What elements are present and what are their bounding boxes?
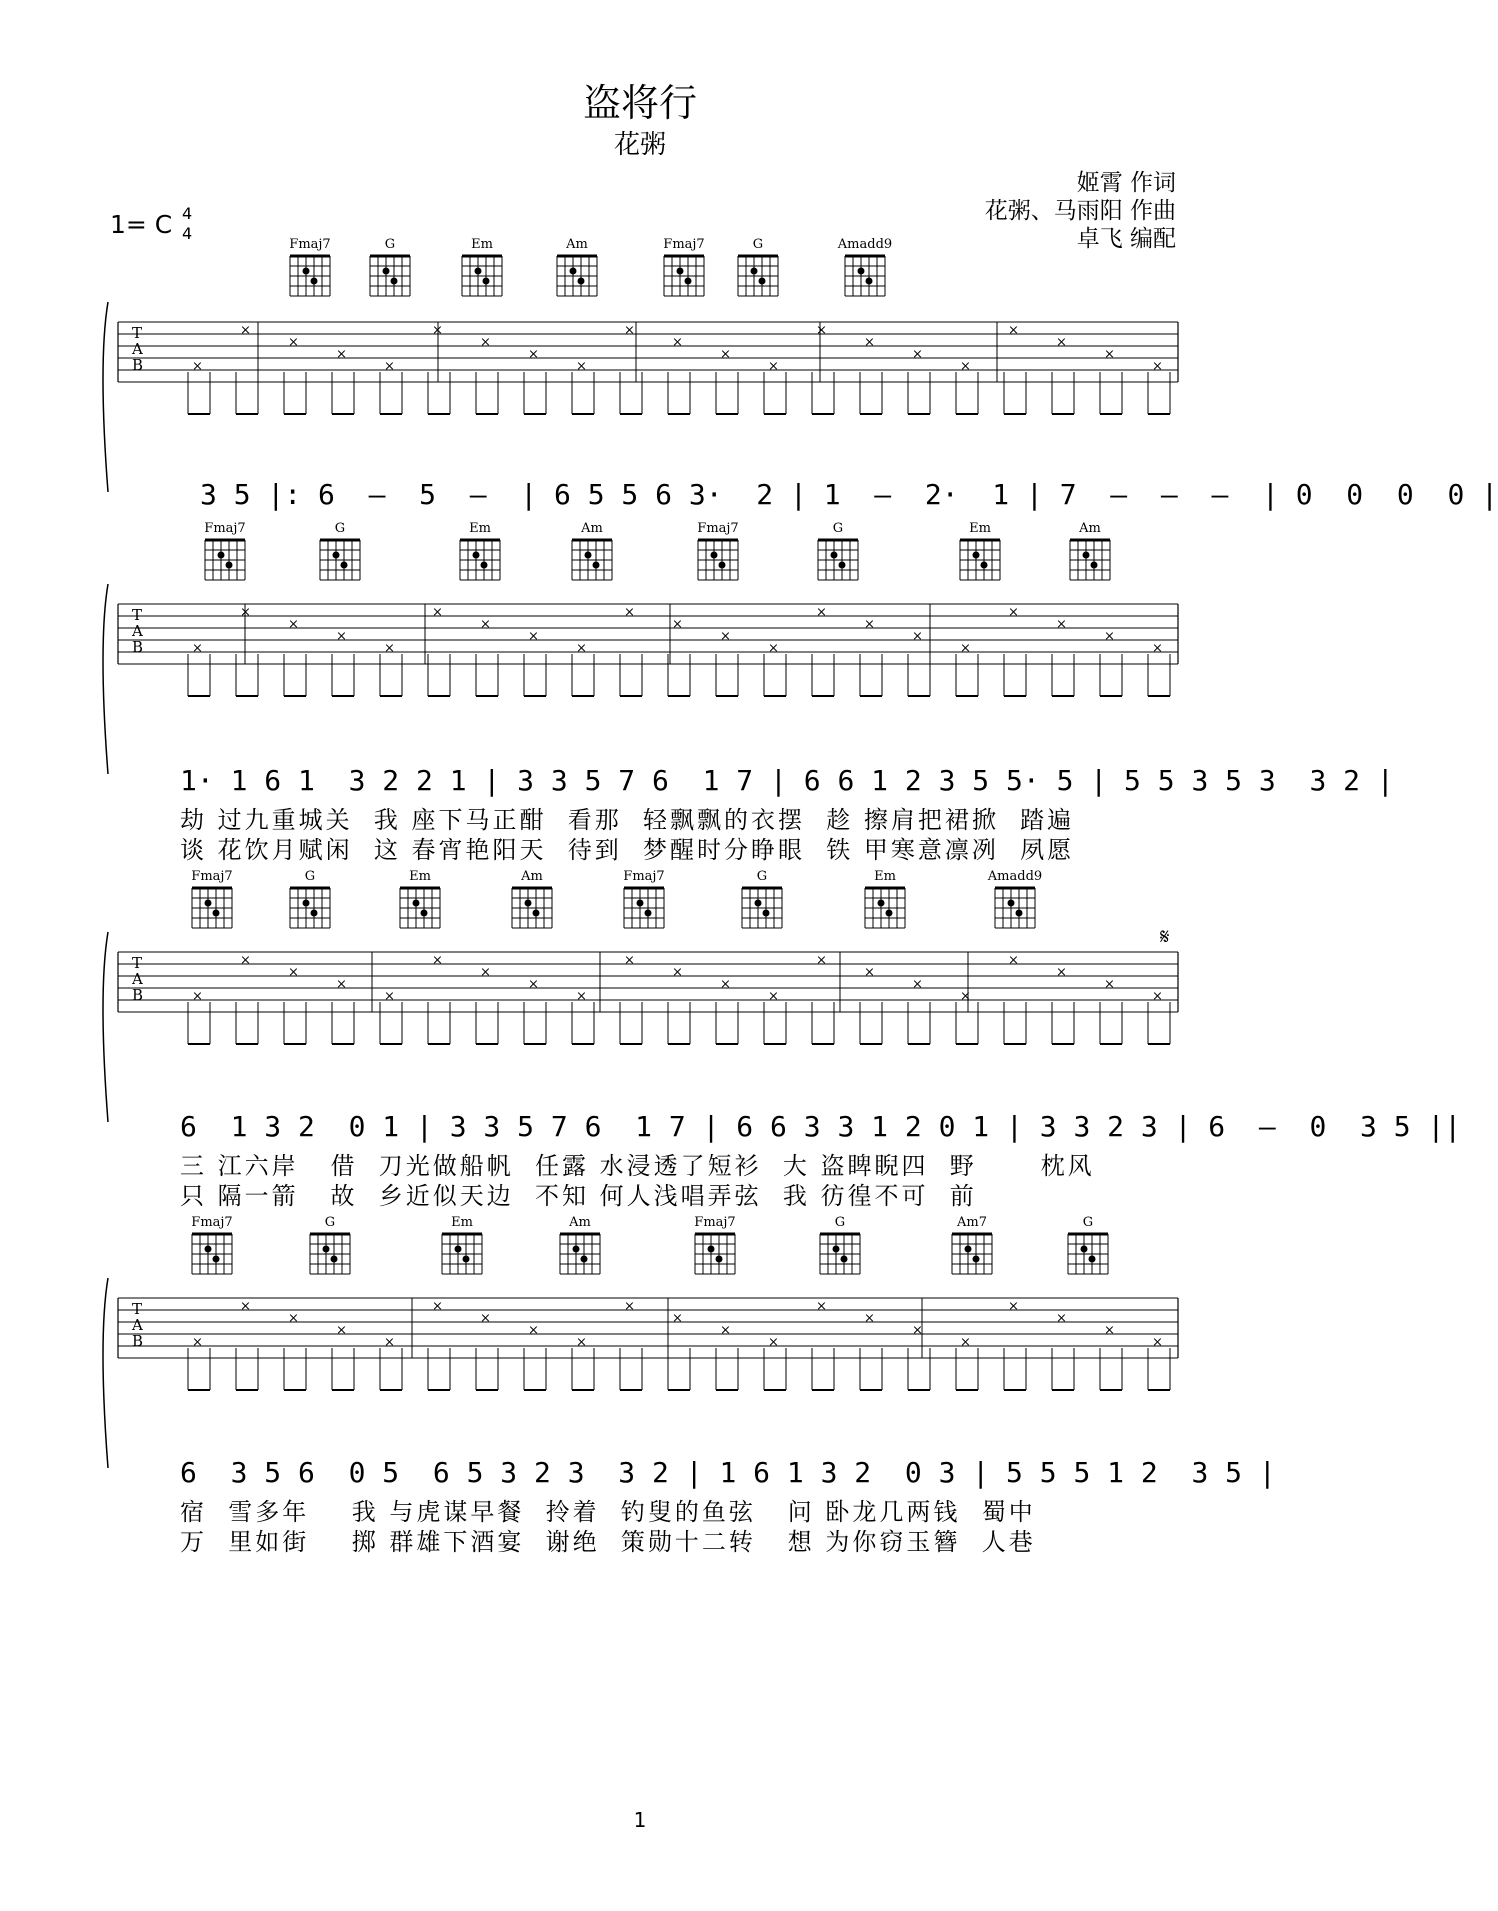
chord-name: Am7 [957,1215,987,1230]
tab-fret-x: × [1008,953,1019,968]
chord-finger-dot [581,1256,588,1263]
chord-finger-dot [719,562,726,569]
tab-fret-x: × [912,347,923,362]
chord-finger-dot [831,552,838,559]
chord-name: Amadd9 [987,869,1043,884]
chord-name: Fmaj7 [623,869,665,884]
chord-finger-dot [455,1246,462,1253]
tab-fret-x: × [1152,641,1163,656]
tab-fret-x: × [960,359,971,374]
tab-fret-x: × [1104,977,1115,992]
chord-finger-dot [341,562,348,569]
key-label: 1= C [110,210,173,239]
tab-fret-x: × [288,965,299,980]
chord-finger-dot [763,910,770,917]
tab-fret-x: × [336,629,347,644]
tab-fret-x: × [480,1311,491,1326]
tab-fret-x: × [816,1299,827,1314]
system-brace [103,1278,108,1468]
tab-clef-letter: A [132,340,143,358]
tab-fret-x: × [912,629,923,644]
tab-fret-x: × [336,1323,347,1338]
tab-fret-x: × [1104,347,1115,362]
tab-fret-x: × [960,641,971,656]
jianpu-line-4: 6 3 5 6 0 5 6 5 3 2 3 3 2 | 1 6 1 3 2 0 3 | 5 5 5 1 2 3 5 | [180,1456,1276,1489]
lyrics-line-3a: 三 江六岸 借 刀光做船帆 任露 水浸透了短衫 大 盗睥睨四 野 枕风 [180,1152,1095,1180]
tab-fret-x: × [480,965,491,980]
tab-fret-x: × [768,1335,779,1350]
chord-finger-dot [1016,910,1023,917]
chord-finger-dot [708,1246,715,1253]
chord-finger-dot [1091,562,1098,569]
tab-fret-x: × [816,323,827,338]
tab-fret-x: × [672,965,683,980]
chord-finger-dot [677,268,684,275]
chord-name: Am [1079,521,1101,536]
tab-clef-letter: B [132,986,144,1004]
chord-name: Fmaj7 [697,521,739,536]
chord-finger-dot [585,552,592,559]
tab-fret-x: × [624,1299,635,1314]
tab-fret-x: × [528,347,539,362]
tab-fret-x: × [192,359,203,374]
tab-clef-letter: B [132,356,144,374]
tab-fret-x: × [240,953,251,968]
tab-fret-x: × [192,1335,203,1350]
tab-fret-x: × [1152,1335,1163,1350]
tab-fret-x: × [1152,359,1163,374]
tab-clef-letter: A [132,1316,143,1334]
chord-finger-dot [218,552,225,559]
chord-finger-dot [573,1246,580,1253]
chord-name: G [832,521,844,536]
chord-finger-dot [481,562,488,569]
chord-finger-dot [645,910,652,917]
tab-clef-letter: B [132,638,144,656]
chord-name: G [834,1215,846,1230]
tab-fret-x: × [864,335,875,350]
tab-fret-x: × [384,641,395,656]
tab-fret-x: × [672,335,683,350]
tab-clef-letter: T [132,1300,143,1318]
tab-clef-letter: A [132,622,143,640]
tab-fret-x: × [960,1335,971,1350]
chord-finger-dot [833,1246,840,1253]
tab-fret-x: × [480,335,491,350]
chord-finger-dot [981,562,988,569]
tab-fret-x: × [240,1299,251,1314]
chord-name: Em [471,237,493,252]
chord-finger-dot [886,910,893,917]
chord-finger-dot [841,1256,848,1263]
chord-finger-dot [751,268,758,275]
chord-finger-dot [303,268,310,275]
tab-fret-x: × [816,953,827,968]
tab-fret-x: × [720,347,731,362]
tab-clef-letter: A [132,970,143,988]
chord-finger-dot [463,1256,470,1263]
chord-name: Amadd9 [837,237,893,252]
chord-finger-dot [858,268,865,275]
chord-finger-dot [226,562,233,569]
tab-fret-x: × [240,605,251,620]
chord-finger-dot [973,552,980,559]
tab-fret-x: × [576,1335,587,1350]
chord-finger-dot [1089,1256,1096,1263]
song-title: 盗将行 [582,81,697,125]
tab-fret-x: × [1056,335,1067,350]
tab-fret-x: × [576,641,587,656]
tab-fret-x: × [624,953,635,968]
chord-finger-dot [570,268,577,275]
time-signature-bottom: 4 [182,224,193,243]
chord-name: G [384,237,396,252]
chord-finger-dot [973,1256,980,1263]
tab-fret-x: × [864,965,875,980]
chord-name: Am [566,237,588,252]
chord-finger-dot [878,900,885,907]
tab-fret-x: × [1056,617,1067,632]
system-brace [103,302,108,492]
tab-fret-x: × [432,323,443,338]
jianpu-line-1: 3 5 |: 6 – 5 – | 6 5 5 6 3· 2 | 1 – 2· 1 | 7 – – – | 0 0 0 0 | [200,478,1498,511]
tab-fret-x: × [1056,1311,1067,1326]
tab-fret-x: × [1104,1323,1115,1338]
chord-finger-dot [333,552,340,559]
chord-finger-dot [213,910,220,917]
tab-fret-x: × [528,1323,539,1338]
chord-name: Fmaj7 [289,237,331,252]
tab-fret-x: × [624,605,635,620]
chord-finger-dot [1008,900,1015,907]
chord-finger-dot [391,278,398,285]
time-signature-top: 4 [182,204,193,223]
chord-name: G [304,869,316,884]
tab-fret-x: × [768,359,779,374]
lyrics-line-4a: 宿 雪多年 我 与虎谋早餐 拎着 钓叟的鱼弦 问 卧龙几两钱 蜀中 [180,1498,1036,1526]
chord-finger-dot [578,278,585,285]
chord-finger-dot [533,910,540,917]
tab-clef-letter: T [132,324,143,342]
tab-fret-x: × [624,323,635,338]
chord-name: Fmaj7 [191,869,233,884]
chord-finger-dot [331,1256,338,1263]
tab-fret-x: × [912,977,923,992]
chord-finger-dot [716,1256,723,1263]
tab-fret-x: × [240,323,251,338]
chord-finger-dot [213,1256,220,1263]
tab-fret-x: × [384,1335,395,1350]
tab-fret-x: × [576,359,587,374]
chord-finger-dot [311,910,318,917]
chord-finger-dot [475,268,482,275]
tab-fret-x: × [864,1311,875,1326]
chord-name: Em [451,1215,473,1230]
tab-fret-x: × [864,617,875,632]
chord-finger-dot [685,278,692,285]
tab-fret-x: × [672,617,683,632]
tab-clef-letter: B [132,1332,144,1350]
chord-finger-dot [866,278,873,285]
tab-fret-x: × [672,1311,683,1326]
chord-finger-dot [759,278,766,285]
tab-fret-x: × [384,989,395,1004]
jianpu-line-3: 6 1 3 2 0 1 | 3 3 5 7 6 1 7 | 6 6 3 3 1 2 0 1 | 3 3 2 3 | 6 – 0 3 5 || [180,1110,1462,1143]
artist-name: 花粥 [613,130,666,160]
chord-name: Am [581,521,603,536]
arranger-credit: 卓飞 编配 [1076,226,1176,252]
chord-finger-dot [311,278,318,285]
chord-name: G [324,1215,336,1230]
chord-finger-dot [473,552,480,559]
chord-finger-dot [755,900,762,907]
tab-fret-x: × [1008,1299,1019,1314]
tab-fret-x: × [912,1323,923,1338]
lyrics-line-4b: 万 里如街 掷 群雄下酒宴 谢绝 策勋十二转 想 为你窃玉簪 人巷 [180,1528,1036,1556]
chord-name: Em [969,521,991,536]
tab-fret-x: × [1008,605,1019,620]
tab-fret-x: × [288,335,299,350]
chord-name: Am [569,1215,591,1230]
chord-finger-dot [421,910,428,917]
chord-name: Am [521,869,543,884]
tab-fret-x: × [1056,965,1067,980]
tab-fret-x: × [336,347,347,362]
tab-fret-x: × [288,617,299,632]
tab-fret-x: × [1152,989,1163,1004]
chord-name: G [756,869,768,884]
chord-finger-dot [1083,552,1090,559]
tab-fret-x: × [768,989,779,1004]
chord-name: Fmaj7 [663,237,705,252]
lyrics-line-2a: 劫 过九重城关 我 座下马正酣 看那 轻飘飘的衣摆 趁 擦肩把裙掀 踏遍 [180,806,1075,834]
tab-fret-x: × [192,989,203,1004]
tab-fret-x: × [528,629,539,644]
tab-fret-x: × [432,1299,443,1314]
chord-finger-dot [593,562,600,569]
chord-name: G [1082,1215,1094,1230]
tab-fret-x: × [432,953,443,968]
segno-sign: 𝄋 [1160,925,1170,950]
chord-finger-dot [1081,1246,1088,1253]
tab-fret-x: × [1104,629,1115,644]
chord-finger-dot [839,562,846,569]
tab-fret-x: × [1008,323,1019,338]
tab-fret-x: × [192,641,203,656]
tab-fret-x: × [768,641,779,656]
chord-finger-dot [965,1246,972,1253]
tab-fret-x: × [720,977,731,992]
chord-finger-dot [303,900,310,907]
chord-name: Em [874,869,896,884]
chord-finger-dot [383,268,390,275]
system-brace [103,584,108,774]
lyricist-credit: 姬霄 作词 [1076,170,1176,196]
tab-fret-x: × [816,605,827,620]
system-brace [103,932,108,1122]
chord-name: Fmaj7 [191,1215,233,1230]
tab-fret-x: × [576,989,587,1004]
chord-finger-dot [205,1246,212,1253]
lyrics-line-3b: 只 隔一箭 故 乡近似天边 不知 何人浅唱弄弦 我 彷徨不可 前 [180,1182,977,1210]
chord-finger-dot [323,1246,330,1253]
chord-name: G [752,237,764,252]
tab-fret-x: × [384,359,395,374]
chord-name: Em [409,869,431,884]
chord-name: G [334,521,346,536]
tab-fret-x: × [720,1323,731,1338]
chord-name: Fmaj7 [694,1215,736,1230]
page-number: 1 [633,1808,647,1832]
lyrics-line-2b: 谈 花饮月赋闲 这 春宵艳阳天 待到 梦醒时分睁眼 铁 甲寒意凛冽 夙愿 [180,836,1075,864]
chord-name: Fmaj7 [204,521,246,536]
tab-fret-x: × [720,629,731,644]
tab-clef-letter: T [132,954,143,972]
tab-fret-x: × [528,977,539,992]
tab-clef-letter: T [132,606,143,624]
tab-fret-x: × [288,1311,299,1326]
chord-finger-dot [205,900,212,907]
composer-credit: 花粥、马雨阳 作曲 [984,198,1176,224]
chord-finger-dot [711,552,718,559]
tab-fret-x: × [480,617,491,632]
chord-finger-dot [483,278,490,285]
tab-fret-x: × [336,977,347,992]
tab-fret-x: × [960,989,971,1004]
chord-name: Em [469,521,491,536]
chord-finger-dot [637,900,644,907]
jianpu-line-2: 1· 1 6 1 3 2 2 1 | 3 3 5 7 6 1 7 | 6 6 1 2 3 5 5· 5 | 5 5 3 5 3 3 2 | [180,764,1394,797]
chord-finger-dot [525,900,532,907]
tab-fret-x: × [432,605,443,620]
chord-finger-dot [413,900,420,907]
